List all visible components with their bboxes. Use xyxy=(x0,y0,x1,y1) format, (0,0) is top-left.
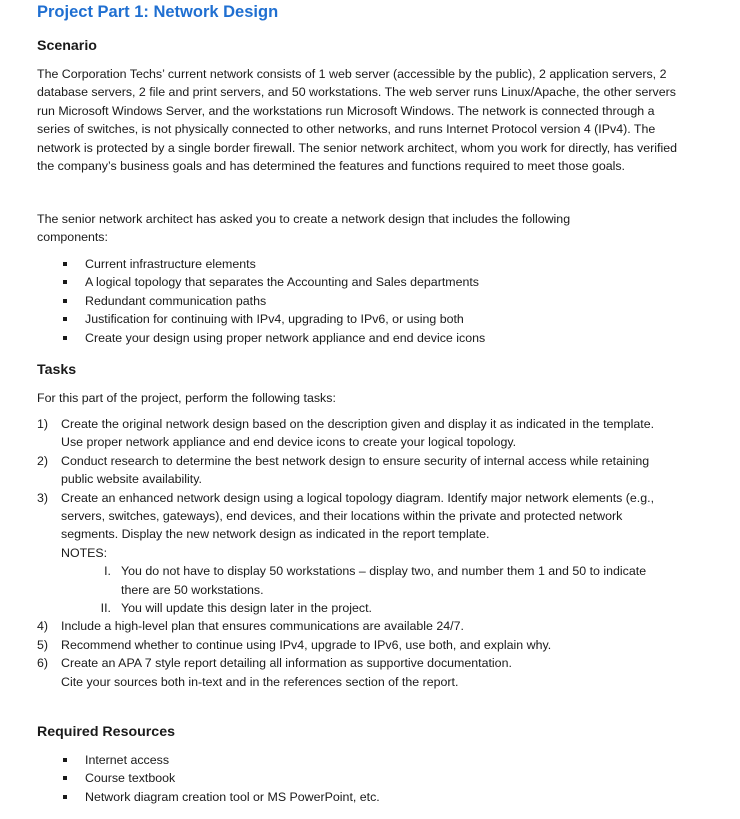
tasks-intro: For this part of the project, perform the following tasks: xyxy=(37,391,336,405)
list-item: Network diagram creation tool or MS PowerPoint, etc. xyxy=(37,788,380,806)
resources-list xyxy=(37,751,380,806)
tasks-list xyxy=(37,415,677,691)
list-item: Current infrastructure elements xyxy=(37,255,485,273)
scenario-paragraph-2: The senior network architect has asked you to create a network design that includes the following components: xyxy=(37,212,571,245)
task-item: 2) Conduct research to determine the best network design to ensure security of internal access while retaining public website availability. xyxy=(37,453,650,487)
task-item: 3) Create an enhanced network design using a logical topology diagram. Identify major network elements (e.g., servers, switches, gateways), end devices, and their locations within the private and protected network segments. Display the new network design as indicated in the report template. NOTES: xyxy=(37,489,677,563)
note-item: I. You do not have to display 50 workstations – display two, and number them 1 and 50 to indicate there are 50 workstations. xyxy=(104,564,647,597)
tasks-heading: Tasks xyxy=(37,362,77,378)
task-item: 5) Recommend whether to continue using IPv4, upgrade to IPv6, use both, and explain why. xyxy=(37,637,552,652)
list-item: Course textbook xyxy=(37,769,380,787)
task-item: 4) Include a high-level plan that ensures communications are available 24/7. xyxy=(37,619,464,634)
page-title: Project Part 1: Network Design xyxy=(37,3,279,21)
list-item: Create your design using proper network appliance and end device icons xyxy=(37,329,485,347)
resources-heading: Required Resources xyxy=(37,724,175,740)
notes-label: NOTES: xyxy=(61,545,108,560)
scenario-paragraph-1: The Corporation Techs’ current network consists of 1 web server (accessible by the public), 2 application servers, 2 database servers, 2 file and print servers, and 50 workstations. The web server runs Linux/Apache, the other servers run Microsoft Windows Server, and the workstations run Microsoft Windows. The network is connected through a series of switches, is not physically connected to other networks, and runs Internet Protocol version 4 (IPv4). The network is protected by a single border firewall. The senior network architect, whom you work for directly, has verified the company’s business goals and has determined the features and functions required to meet those goals. xyxy=(37,67,677,174)
task-item: 1) Create the original network design based on the description given and display it as indicated in the template. Use proper network appliance and end device icons to create your logical topology. xyxy=(37,417,655,450)
list-item: Internet access xyxy=(37,751,380,769)
note-item: II. You will update this design later in the project. xyxy=(100,601,372,616)
list-item: Redundant communication paths xyxy=(37,292,485,310)
scenario-heading: Scenario xyxy=(37,38,97,54)
list-item: Justification for continuing with IPv4, upgrading to IPv6, or using both xyxy=(37,310,485,328)
task-item: 6) Create an APA 7 style report detailing all information as supportive documentation. Cite your sources both in-text and in the references section of the report. xyxy=(37,656,512,689)
components-list xyxy=(37,255,485,347)
list-item: A logical topology that separates the Accounting and Sales departments xyxy=(37,273,485,291)
